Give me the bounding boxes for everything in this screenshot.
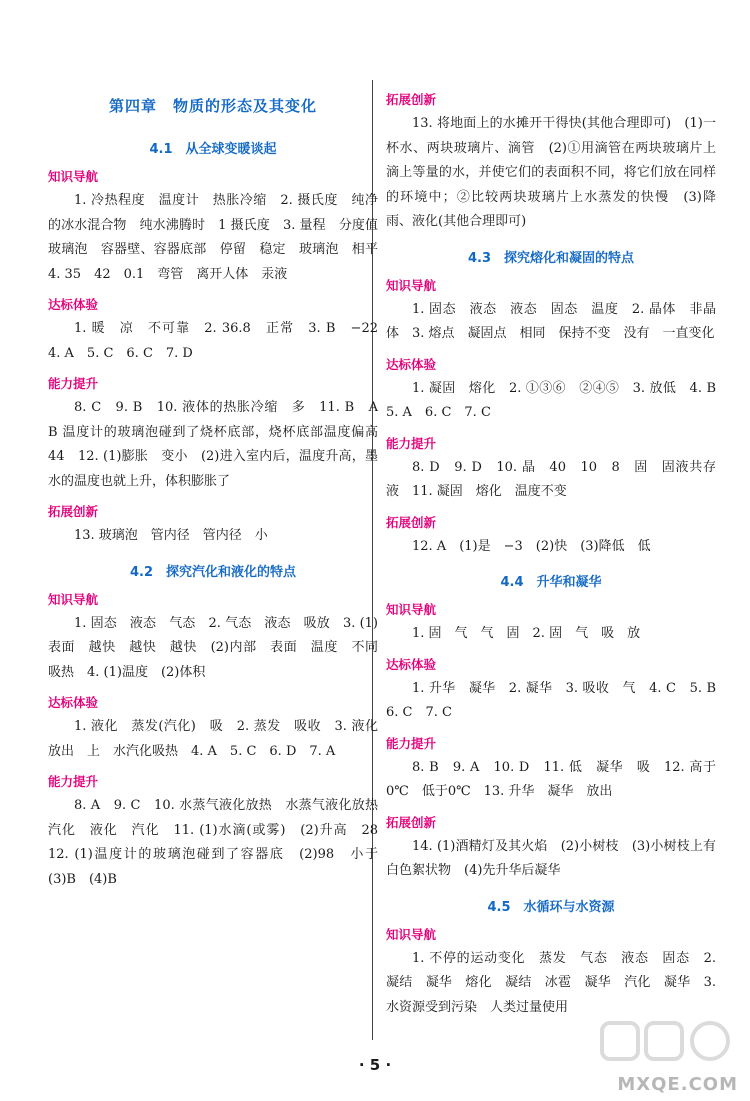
watermark-text: MXQE.COM bbox=[617, 1074, 738, 1095]
left-column bbox=[48, 0, 392, 892]
subheading: 拓展创新 bbox=[48, 504, 99, 519]
subheading: 达标体验 bbox=[48, 695, 99, 710]
subheading: 拓展创新 bbox=[386, 814, 437, 830]
answer-paragraph: 13. 将地面上的水摊开干得快(其他合理即可) (1)一杯水、两块玻璃片、滴管 (2)①用滴管在两块玻璃片上滴上等量的水，并使它们的表面积不同，将它们放在同样的环境中；②比较两块玻璃片上水蒸发的快慢 (3)降雨、液化(其他合理即可) bbox=[386, 116, 716, 229]
section-title-4-1: 4.1 从全球变暖谈起 bbox=[149, 142, 277, 157]
answer-paragraph: 1. 固 气 气 固 2. 固 气 吸 放 bbox=[412, 626, 641, 641]
answer-paragraph: 8. C 9. B 10. 液体的热胀冷缩 多 11. B A B 温度计的玻璃泡碰到了烧杯底部，烧杯底部温度偏高 44 12. (1)膨胀 变小 (2)进入室内后，温度升高，墨水的温度也就上升，体积膨胀了 bbox=[48, 400, 392, 489]
answer-paragraph: 13. 玻璃泡 管内径 管内径 小 bbox=[74, 528, 268, 543]
answer-paragraph: 1. 液化 蒸发(汽化) 吸 2. 蒸发 吸收 3. 液化 放出 上 水汽化吸热 4. A 5. C 6. D 7. A bbox=[48, 719, 392, 759]
subheading: 知识导航 bbox=[48, 169, 99, 184]
answer-paragraph: 8. A 9. C 10. 水蒸气液化放热 水蒸气液化放热 汽化 液化 汽化 11. (1)水滴(或雾) (2)升高 28 12. (1)温度计的玻璃泡碰到了容器底 (2)98 小于 (3)B (4)B bbox=[48, 798, 392, 887]
subheading: 能力提升 bbox=[48, 376, 99, 391]
right-column bbox=[386, 0, 730, 1020]
answer-paragraph: 8. B 9. A 10. D 11. 低 凝华 吸 12. 高于0℃ 低于0℃ 13. 升华 凝华 放出 bbox=[386, 759, 716, 799]
subheading: 拓展创新 bbox=[386, 92, 437, 107]
answer-paragraph: 1. 升华 凝华 2. 凝华 3. 吸收 气 4. C 5. B 6. C 7. C bbox=[386, 680, 730, 720]
page-number: · 5 · bbox=[358, 1056, 392, 1074]
answer-paragraph: 1. 固态 液态 气态 2. 气态 液态 吸放 3. (1)表面 越快 越快 越快 (2)内部 表面 温度 不同 吸热 4. (1)温度 (2)体积 bbox=[48, 615, 392, 680]
section-title-4-2: 4.2 探究汽化和液化的特点 bbox=[129, 564, 297, 580]
subheading: 知识导航 bbox=[48, 591, 99, 607]
section-title-4-3: 4.3 探究熔化和凝固的特点 bbox=[467, 250, 635, 266]
subheading: 拓展创新 bbox=[386, 514, 437, 530]
chapter-title: 第四章 物质的形态及其变化 bbox=[108, 97, 317, 115]
answer-paragraph: 1. 凝固 熔化 2. ①③⑥ ②④⑤ 3. 放低 4. B 5. A 6. C 7. C bbox=[386, 380, 730, 420]
answer-paragraph: 1. 不停的运动变化 蒸发 气态 液态 固态 2. 凝结 凝华 熔化 凝结 冰雹 凝华 汽化 凝华 3. 水资源受到污染 人类过量使用 bbox=[386, 950, 716, 1015]
answer-paragraph: 8. D 9. D 10. 晶 40 10 8 固 固液共存 液 11. 凝固 熔化 温度不变 bbox=[386, 459, 730, 499]
section-title-4-4: 4.4 升华和凝华 bbox=[500, 575, 602, 590]
subheading: 能力提升 bbox=[48, 774, 99, 789]
subheading: 达标体验 bbox=[386, 656, 437, 672]
answer-paragraph: 1. 暖 凉 不可靠 2. 36.8 正常 3. B −22 4. A 5. C 6. C 7. D bbox=[48, 321, 392, 361]
answer-paragraph: 12. A (1)是 −3 (2)快 (3)降低 低 bbox=[412, 538, 651, 554]
subheading: 知识导航 bbox=[386, 926, 437, 942]
subheading: 能力提升 bbox=[386, 435, 437, 451]
subheading: 知识导航 bbox=[386, 277, 437, 293]
answer-paragraph: 1. 冷热程度 温度计 热胀冷缩 2. 摄氏度 纯净的冰水混合物 纯水沸腾时 1 摄氏度 3. 量程 分度值 玻璃泡 容器壁、容器底部 停留 稳定 玻璃泡 相平 4. 35 42 0.1 弯管 离开人体 汞液 bbox=[48, 193, 392, 282]
subheading: 知识导航 bbox=[386, 602, 437, 617]
answer-paragraph: 14. (1)酒精灯及其火焰 (2)小树枝 (3)小树枝上有白色絮状物 (4)先升华后凝华 bbox=[386, 838, 716, 878]
subheading: 达标体验 bbox=[386, 356, 437, 372]
subheading: 能力提升 bbox=[386, 735, 437, 751]
section-title-4-5: 4.5 水循环与水资源 bbox=[487, 899, 615, 915]
answer-paragraph: 1. 固态 液态 液态 固态 温度 2. 晶体 非晶体 3. 熔点 凝固点 相同 保持不变 没有 一直变化 bbox=[386, 301, 716, 341]
subheading: 达标体验 bbox=[48, 297, 99, 312]
